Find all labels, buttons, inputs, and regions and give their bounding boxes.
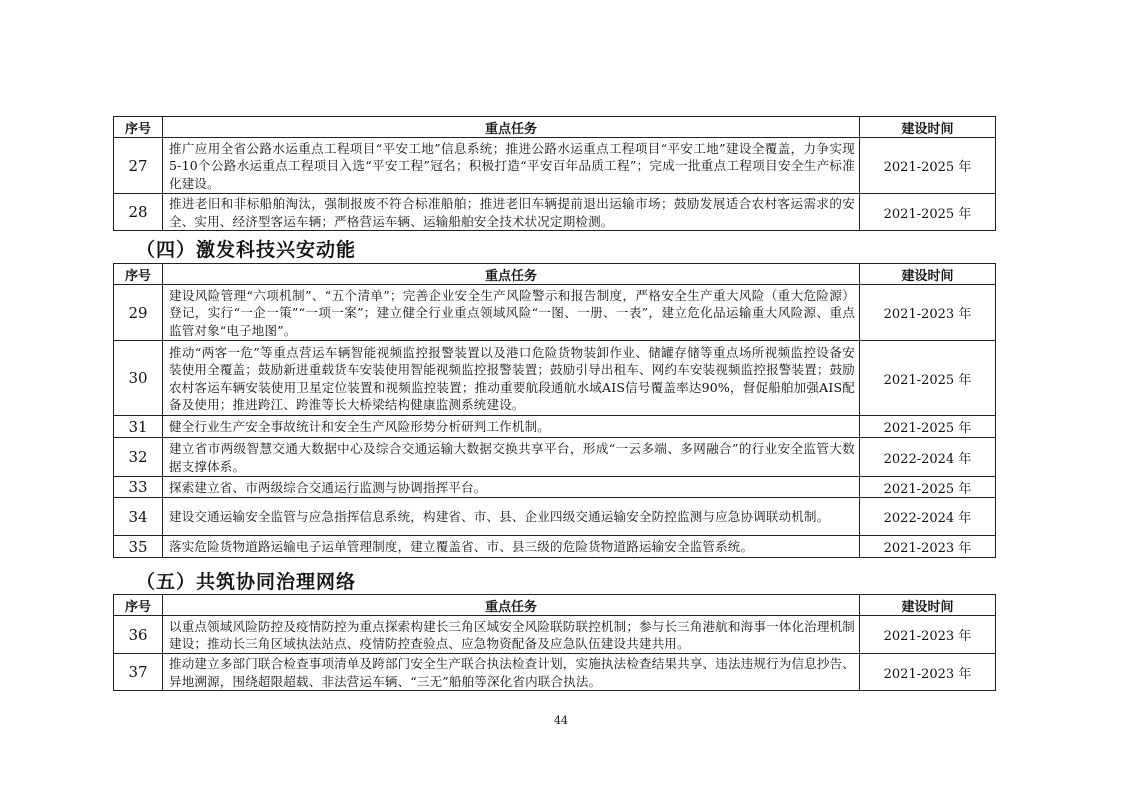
row-number: 29 bbox=[114, 285, 163, 341]
row-number: 27 bbox=[114, 138, 163, 194]
table-header-row bbox=[114, 117, 996, 138]
section-heading-5: （五）共筑协同治理网络 bbox=[136, 571, 357, 593]
row-time: 2021-2025 年 bbox=[860, 194, 996, 231]
table-row bbox=[114, 194, 996, 231]
task-table-1 bbox=[113, 116, 996, 231]
table-row bbox=[114, 616, 996, 654]
header-build-time: 建设时间 bbox=[860, 117, 996, 138]
row-number: 37 bbox=[114, 654, 163, 691]
table-row bbox=[114, 477, 996, 498]
row-time: 2021-2023 年 bbox=[860, 616, 996, 654]
row-number: 28 bbox=[114, 194, 163, 231]
table-row bbox=[114, 341, 996, 416]
row-task: 落实危险货物道路运输电子运单管理制度，建立覆盖省、市、县三级的危险货物道路运输安全监管系统。 bbox=[163, 536, 860, 558]
row-task: 推动“两客一危”等重点营运车辆智能视频监控报警装置以及港口危险货物装卸作业、储罐存储等重点场所视频监控设备安装使用全覆盖；鼓励新进重载货车安装使用智能视频监控报警装置；鼓励引导出租车、网约车安装视频监控报警装置；鼓励农村客运车辆安装使用卫星定位装置和视频监控装置；推动重要航段通航水域AIS信号覆盖率达90%，督促船舶加强AIS配备及使用；推进跨江、跨淮等长大桥梁结构健康监测系统建设。 bbox=[163, 341, 860, 416]
table-row bbox=[114, 654, 996, 691]
row-time: 2022-2024 年 bbox=[860, 498, 996, 536]
table-row bbox=[114, 285, 996, 341]
table-header-row bbox=[114, 595, 996, 616]
row-time: 2021-2025 年 bbox=[860, 138, 996, 194]
table-row bbox=[114, 498, 996, 536]
section-heading-4: （四）激发科技兴安动能 bbox=[136, 239, 357, 261]
row-task: 推进老旧和非标船舶淘汰，强制报废不符合标准船舶；推进老旧车辆提前退出运输市场；鼓励发展适合农村客运需求的安全、实用、经济型客运车辆；严格营运车辆、运输船舶安全技术状况定期检测。 bbox=[163, 194, 860, 231]
row-task: 推动建立多部门联合检查事项清单及跨部门安全生产联合执法检查计划，实施执法检查结果共享、违法违规行为信息抄告、异地溯源，围绕超限超载、非法营运车辆、“三无”船舶等深化省内联合执法。 bbox=[163, 654, 860, 691]
header-serial-number: 序号 bbox=[114, 117, 163, 138]
row-number: 32 bbox=[114, 438, 163, 477]
table-header-row bbox=[114, 264, 996, 285]
header-build-time: 建设时间 bbox=[860, 264, 996, 285]
row-time: 2021-2023 年 bbox=[860, 285, 996, 341]
row-time: 2021-2025 年 bbox=[860, 477, 996, 498]
row-number: 33 bbox=[114, 477, 163, 498]
row-task: 探索建立省、市两级综合交通运行监测与协调指挥平台。 bbox=[163, 477, 860, 498]
row-time: 2021-2025 年 bbox=[860, 341, 996, 416]
row-time: 2022-2024 年 bbox=[860, 438, 996, 477]
row-task: 建立省市两级智慧交通大数据中心及综合交通运输大数据交换共享平台，形成“一云多端、多网融合”的行业安全监管大数据支撑体系。 bbox=[163, 438, 860, 477]
table-row bbox=[114, 138, 996, 194]
row-number: 34 bbox=[114, 498, 163, 536]
header-serial-number: 序号 bbox=[114, 595, 163, 616]
row-task: 推广应用全省公路水运重点工程项目“平安工地”信息系统；推进公路水运重点工程项目“平安工地”建设全覆盖，力争实现5-10个公路水运重点工程项目入选“平安工程”冠名；积极打造“平安百年品质工程”；完成一批重点工程项目安全生产标准化建设。 bbox=[163, 138, 860, 194]
table-row bbox=[114, 536, 996, 558]
page-number: 44 bbox=[554, 714, 568, 727]
table-row bbox=[114, 416, 996, 438]
row-number: 36 bbox=[114, 616, 163, 654]
table-row bbox=[114, 438, 996, 477]
task-table-3 bbox=[113, 594, 996, 691]
row-task: 建设交通运输安全监管与应急指挥信息系统，构建省、市、县、企业四级交通运输安全防控监测与应急协调联动机制。 bbox=[163, 498, 860, 536]
row-time: 2021-2023 年 bbox=[860, 654, 996, 691]
row-task: 健全行业生产安全事故统计和安全生产风险形势分析研判工作机制。 bbox=[163, 416, 860, 438]
row-task: 以重点领域风险防控及疫情防控为重点探索构建长三角区域安全风险联防联控机制；参与长三角港航和海事一体化治理机制建设；推动长三角区域执法站点、疫情防控查验点、应急物资配备及应急队伍建设共建共用。 bbox=[163, 616, 860, 654]
header-key-task: 重点任务 bbox=[163, 264, 860, 285]
header-build-time: 建设时间 bbox=[860, 595, 996, 616]
row-time: 2021-2025 年 bbox=[860, 416, 996, 438]
task-table-2 bbox=[113, 263, 996, 558]
row-number: 30 bbox=[114, 341, 163, 416]
row-number: 31 bbox=[114, 416, 163, 438]
header-serial-number: 序号 bbox=[114, 264, 163, 285]
header-key-task: 重点任务 bbox=[163, 595, 860, 616]
row-number: 35 bbox=[114, 536, 163, 558]
header-key-task: 重点任务 bbox=[163, 117, 860, 138]
row-time: 2021-2023 年 bbox=[860, 536, 996, 558]
row-task: 建设风险管理“六项机制”、“五个清单”；完善企业安全生产风险警示和报告制度，严格安全生产重大风险（重大危险源）登记，实行“一企一策”“一项一案”；建立健全行业重点领域风险“一图、一册、一表”，建立危化品运输重大风险源、重点监管对象“电子地图”。 bbox=[163, 285, 860, 341]
